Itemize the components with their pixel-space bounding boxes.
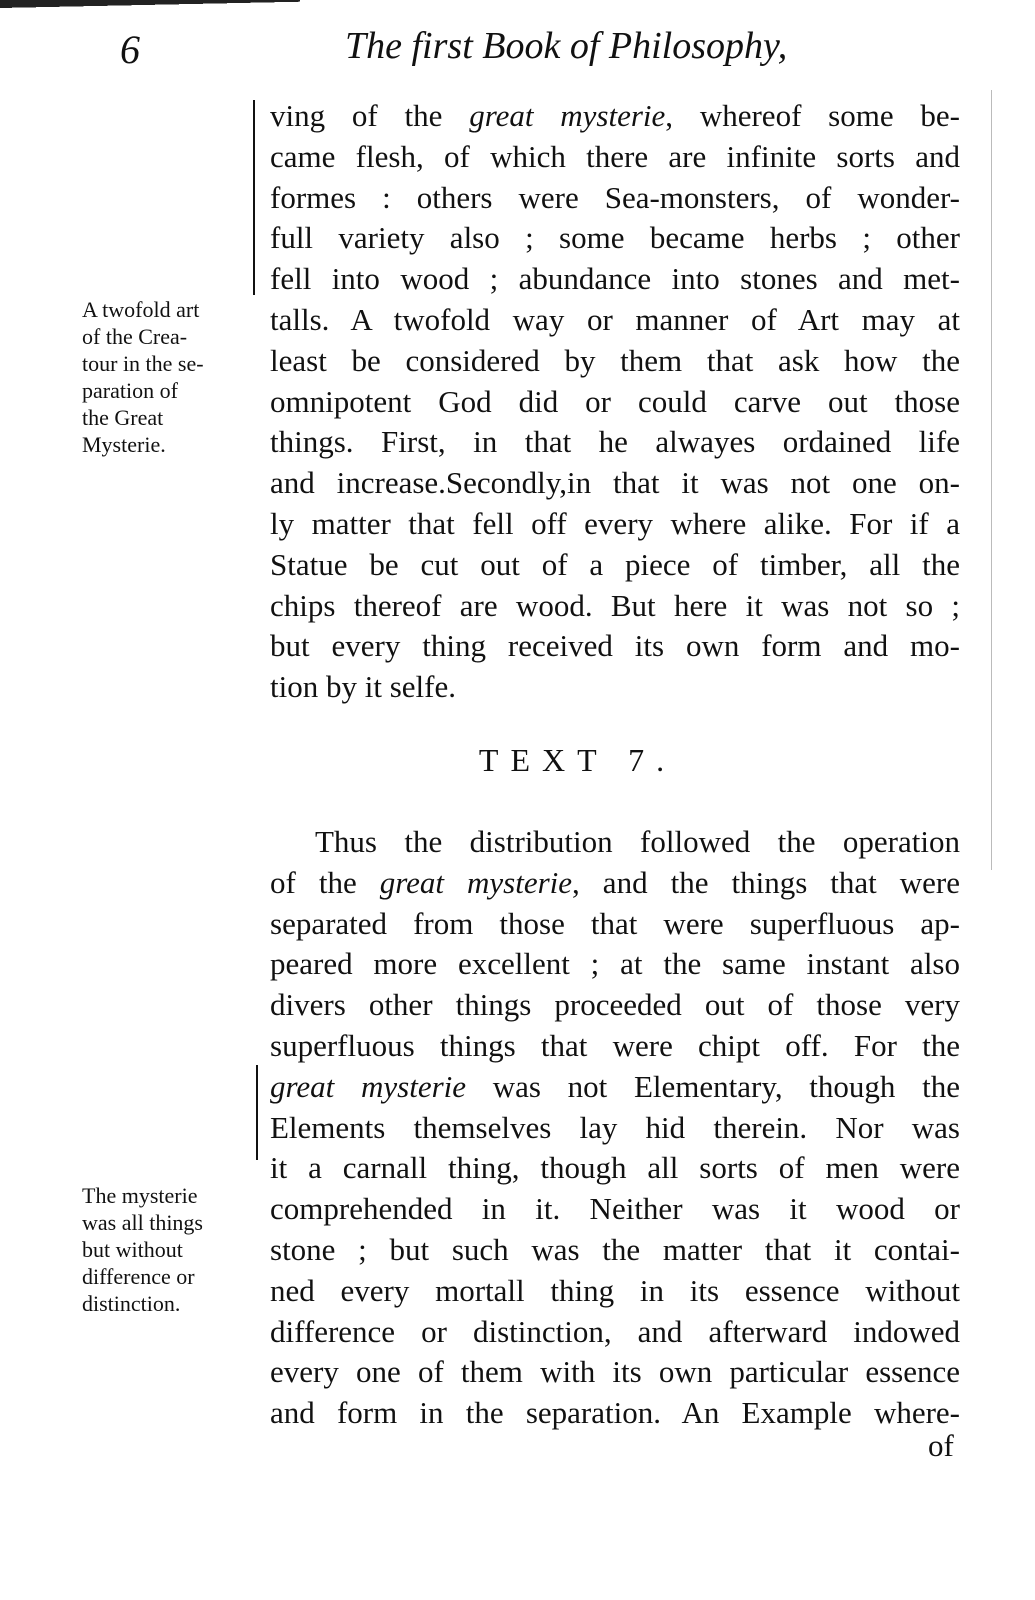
text-line: least be considered by them that ask how the xyxy=(270,342,960,378)
text-line: difference or distinction, and afterward indowed xyxy=(270,1313,960,1349)
text-line: every one of them with its own particular essence xyxy=(270,1354,960,1390)
text-line: full variety also ; some became herbs ; other xyxy=(270,220,960,256)
section-heading: TEXT 7. xyxy=(478,742,677,778)
text-line: things. First, in that he alwayes ordained life xyxy=(270,424,960,460)
text-line: of the great mysterie, and the things that were xyxy=(270,864,960,900)
margin-rule xyxy=(256,1065,258,1160)
text-line: tion by it selfe. xyxy=(270,669,456,705)
marginal-note-line: difference or xyxy=(82,1264,195,1289)
marginal-note-line: tour in the se- xyxy=(82,351,204,376)
running-head: The first Book of Philosophy, xyxy=(345,25,788,67)
marginal-note-line: distinction. xyxy=(82,1291,181,1316)
marginal-note-line: was all things xyxy=(82,1210,203,1235)
text-line: separated from those that were superfluous ap- xyxy=(270,905,960,941)
marginal-note-line: The mysterie xyxy=(82,1183,198,1208)
text-line: but every thing received its own form and mo- xyxy=(270,628,960,664)
marginal-note-line: paration of xyxy=(82,378,178,403)
text-line: ned every mortall thing in its essence without xyxy=(270,1272,960,1308)
marginal-note-line: of the Crea- xyxy=(82,324,188,349)
text-line: peared more excellent ; at the same instant also xyxy=(270,946,960,982)
text-line: formes : others were Sea-monsters, of wonder- xyxy=(270,179,960,215)
marginal-note-line: but without xyxy=(82,1237,183,1262)
text-line: divers other things proceeded out of those very xyxy=(270,987,960,1023)
text-line: chips thereof are wood. But here it was not so ; xyxy=(270,587,960,623)
text-line: talls. A twofold way or manner of Art may at xyxy=(270,301,960,337)
italic-phrase: great mysterie xyxy=(469,98,666,133)
text-line: Statue be cut out of a piece of timber, all the xyxy=(270,546,960,582)
text-line: great mysterie was not Elementary, though the xyxy=(270,1068,960,1104)
text-line: came flesh, of which there are infinite sorts and xyxy=(270,138,960,174)
text-line: ving of the great mysterie, whereof some be- xyxy=(270,98,960,133)
text-line: and increase.Secondly,in that it was not one on- xyxy=(270,465,960,501)
text-line: and form in the separation. An Example where- xyxy=(270,1395,960,1431)
text-line: comprehended in it. Neither was it wood or xyxy=(270,1191,960,1227)
text-line: superfluous things that were chipt off. For the xyxy=(270,1027,960,1063)
page-number: 6 xyxy=(120,27,140,72)
marginal-note-line: the Great xyxy=(82,405,164,430)
marginal-note-line: A twofold art xyxy=(82,297,200,322)
text-line: fell into wood ; abundance into stones and met- xyxy=(270,261,960,297)
text-line: Thus the distribution followed the operation xyxy=(315,824,960,859)
marginal-note-twofold-art xyxy=(82,296,262,458)
italic-phrase: great mysterie xyxy=(270,1068,467,1104)
marginal-note-mysterie xyxy=(82,1182,262,1317)
text-line: ly matter that fell off every where alike. For if a xyxy=(270,505,960,541)
page-edge-mark xyxy=(0,0,300,18)
marginal-note-line: Mysterie. xyxy=(82,432,166,457)
margin-rule xyxy=(253,100,255,295)
italic-phrase: great mysterie xyxy=(379,864,573,900)
body-paragraph-1 xyxy=(270,96,960,708)
catchword: of xyxy=(928,1428,954,1463)
body-paragraph-2 xyxy=(270,822,960,1434)
text-line: omnipotent God did or could carve out those xyxy=(270,383,960,419)
text-line: it a carnall thing, though all sorts of men were xyxy=(270,1150,960,1186)
text-line: Elements themselves lay hid therein. Nor was xyxy=(270,1109,960,1145)
text-line: stone ; but such was the matter that it contai- xyxy=(270,1231,960,1267)
